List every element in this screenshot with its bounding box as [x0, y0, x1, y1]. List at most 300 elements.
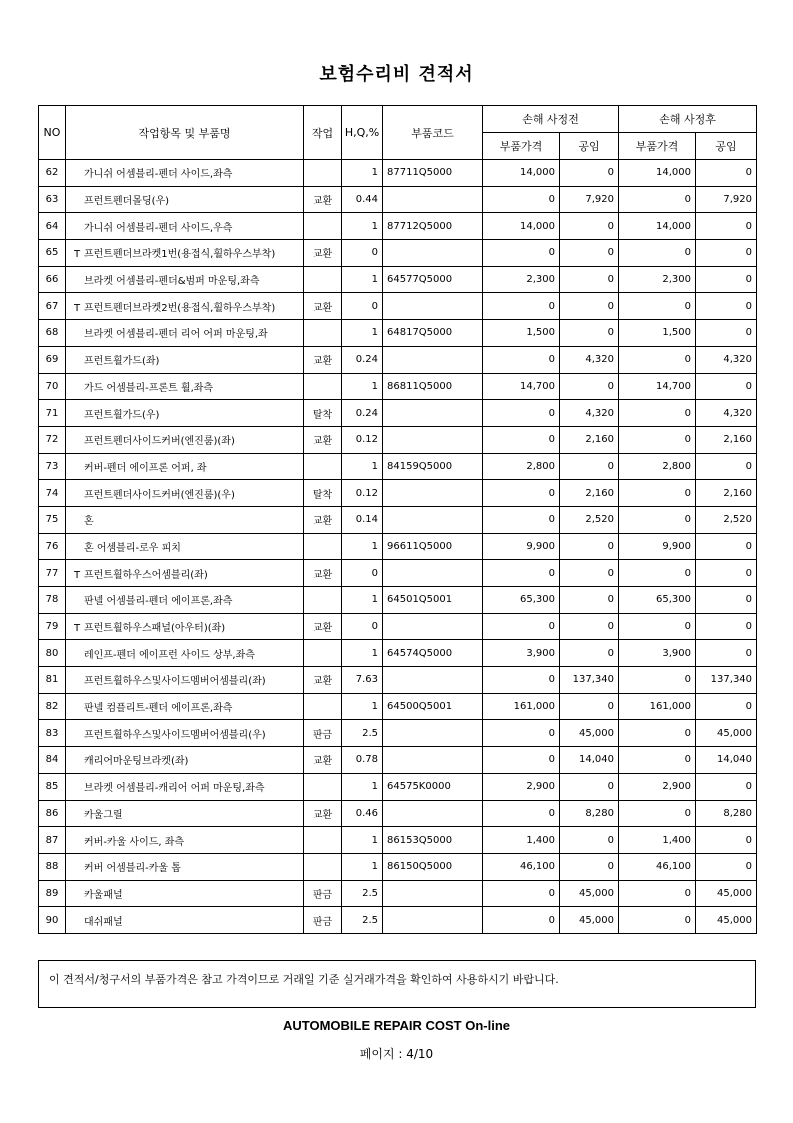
row-hq: 0.24: [342, 400, 383, 427]
row-after-labor: 0: [696, 587, 757, 614]
row-after-price: 2,300: [619, 266, 696, 293]
table-row: [39, 186, 757, 213]
row-item-name: 레인프-펜더 에이프런 사이드 상부,좌측: [84, 649, 255, 661]
row-item-name: 판넬 어셈블리-펜더 에이프론,좌측: [84, 596, 233, 608]
row-after-price: 0: [619, 480, 696, 507]
row-item-name: 프런트휠하우스패널(아우터)(좌): [84, 623, 226, 635]
row-before-price: 161,000: [483, 693, 560, 720]
row-before-labor: 2,160: [560, 480, 619, 507]
row-work: [304, 853, 342, 880]
table-row: [39, 453, 757, 480]
row-before-price: 14,000: [483, 160, 560, 187]
row-no: 87: [39, 827, 66, 854]
row-before-price: 65,300: [483, 587, 560, 614]
row-code: [383, 426, 483, 453]
row-hq: 2.5: [342, 880, 383, 907]
row-code: [383, 800, 483, 827]
row-no: 83: [39, 720, 66, 747]
row-before-labor: 0: [560, 320, 619, 347]
row-before-labor: 137,340: [560, 667, 619, 694]
row-item-name: 판넬 컴플리트-펜더 에이프론,좌측: [84, 703, 233, 715]
row-hq: 0.44: [342, 186, 383, 213]
row-no: 84: [39, 747, 66, 774]
row-before-labor: 45,000: [560, 720, 619, 747]
row-no: 90: [39, 907, 66, 934]
row-before-price: 0: [483, 346, 560, 373]
row-code: [383, 186, 483, 213]
table-row: [39, 373, 757, 400]
row-code: [383, 293, 483, 320]
header-after-labor: 공임: [696, 133, 757, 160]
row-item: [66, 266, 304, 293]
row-after-price: 1,400: [619, 827, 696, 854]
row-no: 63: [39, 186, 66, 213]
row-item: [66, 426, 304, 453]
row-after-price: 0: [619, 293, 696, 320]
row-after-price: 2,800: [619, 453, 696, 480]
row-hq: 1: [342, 533, 383, 560]
row-before-price: 0: [483, 186, 560, 213]
row-no: 88: [39, 853, 66, 880]
row-item: [66, 453, 304, 480]
row-after-labor: 45,000: [696, 880, 757, 907]
row-after-price: 0: [619, 506, 696, 533]
row-work: 교환: [304, 346, 342, 373]
row-item: [66, 747, 304, 774]
row-after-labor: 0: [696, 453, 757, 480]
row-item-name: 프런트휠하우스및사이드멤버어셈블리(우): [84, 729, 266, 741]
row-item-name: 카울그릴: [84, 809, 123, 821]
table-row: [39, 720, 757, 747]
row-hq: 1: [342, 587, 383, 614]
row-hq: 0: [342, 293, 383, 320]
row-after-labor: 45,000: [696, 907, 757, 934]
row-code: [383, 667, 483, 694]
row-work: 교환: [304, 747, 342, 774]
row-item: [66, 827, 304, 854]
row-hq: 0: [342, 560, 383, 587]
row-after-labor: 0: [696, 320, 757, 347]
row-after-labor: 0: [696, 827, 757, 854]
row-hq: 0: [342, 240, 383, 267]
row-item: [66, 240, 304, 267]
table-body: [39, 160, 757, 934]
row-before-labor: 7,920: [560, 186, 619, 213]
row-hq: 1: [342, 160, 383, 187]
row-work: [304, 827, 342, 854]
row-hq: 0.78: [342, 747, 383, 774]
table-row: [39, 240, 757, 267]
row-after-price: 0: [619, 426, 696, 453]
row-hq: 0: [342, 613, 383, 640]
row-item: [66, 667, 304, 694]
row-after-price: 0: [619, 400, 696, 427]
row-after-labor: 14,040: [696, 747, 757, 774]
footer-brand: AUTOMOBILE REPAIR COST On-line: [282, 1018, 511, 1033]
table-row: [39, 880, 757, 907]
row-no: 75: [39, 506, 66, 533]
row-work: 교환: [304, 800, 342, 827]
table-row: [39, 560, 757, 587]
header-before-price: 부품가격: [483, 133, 560, 160]
row-code: 86811Q5000: [383, 373, 483, 400]
row-item: [66, 880, 304, 907]
header-code: 부품코드: [383, 106, 483, 160]
row-before-labor: 4,320: [560, 400, 619, 427]
row-work: 교환: [304, 667, 342, 694]
row-before-price: 14,000: [483, 213, 560, 240]
row-code: 86150Q5000: [383, 853, 483, 880]
row-no: 62: [39, 160, 66, 187]
row-work: 판금: [304, 720, 342, 747]
row-item: [66, 773, 304, 800]
row-after-labor: 0: [696, 373, 757, 400]
row-after-price: 14,000: [619, 213, 696, 240]
table-row: [39, 426, 757, 453]
row-mark: T: [73, 569, 81, 581]
table-row: [39, 907, 757, 934]
row-before-price: 14,700: [483, 373, 560, 400]
table-row: [39, 213, 757, 240]
row-item: [66, 160, 304, 187]
row-before-price: 0: [483, 720, 560, 747]
row-work: [304, 693, 342, 720]
row-work: 교환: [304, 240, 342, 267]
row-after-labor: 2,160: [696, 480, 757, 507]
row-after-labor: 0: [696, 213, 757, 240]
row-item-name: 커버-카울 사이드, 좌측: [84, 836, 185, 848]
row-item: [66, 293, 304, 320]
table-row: [39, 587, 757, 614]
row-item-name: 가드 어셈블리-프론트 휠,좌측: [84, 382, 214, 394]
row-before-labor: 0: [560, 213, 619, 240]
row-no: 86: [39, 800, 66, 827]
row-before-labor: 4,320: [560, 346, 619, 373]
row-after-labor: 0: [696, 640, 757, 667]
row-work: [304, 453, 342, 480]
table-row: [39, 480, 757, 507]
row-before-labor: 0: [560, 560, 619, 587]
row-item: [66, 560, 304, 587]
row-item: [66, 533, 304, 560]
row-work: 교환: [304, 426, 342, 453]
estimate-table: [38, 105, 757, 934]
table-row: [39, 827, 757, 854]
page-number: 페이지 : 4/10: [359, 1047, 434, 1061]
table-row: [39, 320, 757, 347]
row-after-labor: 137,340: [696, 667, 757, 694]
row-before-price: 0: [483, 907, 560, 934]
row-item-name: 가니쉬 어셈블리-펜더 사이드,좌측: [84, 169, 233, 181]
notice-text: 이 견적서/청구서의 부품가격은 참고 가격이므로 거래일 기준 실거래가격을 확인하여 사용하시기 바랍니다.: [49, 973, 559, 986]
row-no: 81: [39, 667, 66, 694]
row-no: 85: [39, 773, 66, 800]
row-code: [383, 560, 483, 587]
header-no: NO: [39, 106, 66, 160]
row-before-price: 3,900: [483, 640, 560, 667]
table-row: [39, 533, 757, 560]
row-code: [383, 346, 483, 373]
row-before-price: 0: [483, 747, 560, 774]
row-item-name: 캐리어마운팅브라켓(좌): [84, 756, 189, 768]
row-hq: 0.46: [342, 800, 383, 827]
row-work: [304, 213, 342, 240]
row-item-name: 혼: [84, 516, 94, 528]
row-item-name: 프런트펜더브라켓1번(용접식,휠하우스부착): [84, 249, 276, 261]
row-before-price: 2,800: [483, 453, 560, 480]
row-code: 64574Q5000: [383, 640, 483, 667]
table-row: [39, 747, 757, 774]
row-work: [304, 640, 342, 667]
row-code: 64575K0000: [383, 773, 483, 800]
header-work: 작업: [304, 106, 342, 160]
row-before-price: 2,900: [483, 773, 560, 800]
row-work: 판금: [304, 907, 342, 934]
row-before-labor: 2,160: [560, 426, 619, 453]
row-item: [66, 320, 304, 347]
row-code: 64501Q5001: [383, 587, 483, 614]
row-before-price: 0: [483, 426, 560, 453]
row-before-labor: 0: [560, 827, 619, 854]
table-row: [39, 266, 757, 293]
row-item-name: 프런트펜더사이드커버(엔진룸)(좌): [84, 436, 235, 448]
row-before-price: 0: [483, 800, 560, 827]
row-work: [304, 320, 342, 347]
row-before-labor: 0: [560, 293, 619, 320]
row-hq: 2.5: [342, 720, 383, 747]
row-after-labor: 7,920: [696, 186, 757, 213]
row-no: 78: [39, 587, 66, 614]
row-before-labor: 8,280: [560, 800, 619, 827]
row-no: 64: [39, 213, 66, 240]
page-title: 보험수리비 견적서: [319, 64, 474, 85]
row-item: [66, 346, 304, 373]
row-item: [66, 613, 304, 640]
row-before-labor: 0: [560, 453, 619, 480]
row-code: [383, 747, 483, 774]
row-work: [304, 587, 342, 614]
row-item: [66, 400, 304, 427]
row-after-price: 0: [619, 186, 696, 213]
row-hq: 7.63: [342, 667, 383, 694]
row-after-labor: 8,280: [696, 800, 757, 827]
row-item-name: 프런트펜더몰딩(우): [84, 196, 170, 208]
row-mark: T: [73, 623, 81, 635]
row-after-price: 14,700: [619, 373, 696, 400]
row-code: 87712Q5000: [383, 213, 483, 240]
table-row: [39, 613, 757, 640]
row-code: [383, 240, 483, 267]
header-before-labor: 공임: [560, 133, 619, 160]
row-work: [304, 773, 342, 800]
row-before-price: 0: [483, 400, 560, 427]
table-row: [39, 293, 757, 320]
row-no: 74: [39, 480, 66, 507]
row-item: [66, 853, 304, 880]
row-hq: 0.12: [342, 426, 383, 453]
row-mark: T: [73, 302, 81, 314]
row-item: [66, 720, 304, 747]
row-before-price: 0: [483, 667, 560, 694]
row-after-price: 1,500: [619, 320, 696, 347]
row-after-price: 2,900: [619, 773, 696, 800]
row-before-labor: 45,000: [560, 907, 619, 934]
row-before-price: 46,100: [483, 853, 560, 880]
row-code: [383, 613, 483, 640]
row-after-price: 0: [619, 346, 696, 373]
row-after-price: 9,900: [619, 533, 696, 560]
row-no: 82: [39, 693, 66, 720]
row-hq: 1: [342, 827, 383, 854]
row-before-price: 1,500: [483, 320, 560, 347]
row-before-labor: 0: [560, 773, 619, 800]
row-before-labor: 0: [560, 266, 619, 293]
row-after-labor: 4,320: [696, 400, 757, 427]
row-after-price: 0: [619, 613, 696, 640]
row-code: 64577Q5000: [383, 266, 483, 293]
row-item-name: 대쉬패널: [84, 916, 123, 928]
row-code: [383, 907, 483, 934]
row-code: [383, 480, 483, 507]
table-row: [39, 667, 757, 694]
row-after-labor: 2,520: [696, 506, 757, 533]
row-item-name: 프런트펜더사이드커버(엔진룸)(우): [84, 489, 235, 501]
row-hq: 1: [342, 693, 383, 720]
row-hq: 1: [342, 453, 383, 480]
row-item-name: 가니쉬 어셈블리-펜더 사이드,우측: [84, 222, 233, 234]
row-work: 교환: [304, 560, 342, 587]
row-after-price: 46,100: [619, 853, 696, 880]
row-after-labor: 0: [696, 853, 757, 880]
header-item: 작업항목 및 부품명: [66, 106, 304, 160]
row-no: 72: [39, 426, 66, 453]
row-before-labor: 0: [560, 240, 619, 267]
row-item-name: 혼 어셈블리-로우 피치: [84, 542, 181, 554]
row-after-price: 0: [619, 240, 696, 267]
row-code: 64500Q5001: [383, 693, 483, 720]
row-item-name: 프런트펜더브라켓2번(용접식,휠하우스부착): [84, 302, 276, 314]
row-item: [66, 693, 304, 720]
row-item-name: 브라켓 어셈블리-펜더 리어 어퍼 마운팅,좌: [84, 329, 268, 341]
row-after-price: 3,900: [619, 640, 696, 667]
row-work: [304, 373, 342, 400]
row-before-price: 0: [483, 293, 560, 320]
row-after-price: 0: [619, 747, 696, 774]
row-after-labor: 0: [696, 773, 757, 800]
row-after-labor: 0: [696, 240, 757, 267]
row-hq: 1: [342, 266, 383, 293]
row-work: 탈착: [304, 480, 342, 507]
row-no: 80: [39, 640, 66, 667]
row-before-labor: 0: [560, 373, 619, 400]
row-item-name: 브라켓 어셈블리-펜더&범퍼 마운팅,좌측: [84, 276, 260, 288]
notice-box: [38, 960, 756, 1008]
row-after-labor: 0: [696, 560, 757, 587]
row-no: 79: [39, 613, 66, 640]
row-item-name: 프런트휠가드(우): [84, 409, 160, 421]
row-hq: 1: [342, 640, 383, 667]
row-before-labor: 0: [560, 693, 619, 720]
row-no: 70: [39, 373, 66, 400]
row-after-labor: 2,160: [696, 426, 757, 453]
table-row: [39, 506, 757, 533]
row-no: 89: [39, 880, 66, 907]
row-after-labor: 4,320: [696, 346, 757, 373]
row-code: 84159Q5000: [383, 453, 483, 480]
row-work: [304, 160, 342, 187]
row-hq: 1: [342, 853, 383, 880]
row-no: 73: [39, 453, 66, 480]
row-item-name: 프런트휠하우스어셈블리(좌): [84, 569, 208, 581]
table-row: [39, 346, 757, 373]
row-before-price: 0: [483, 560, 560, 587]
row-after-price: 161,000: [619, 693, 696, 720]
row-item: [66, 506, 304, 533]
table-row: [39, 160, 757, 187]
row-after-price: 0: [619, 720, 696, 747]
row-before-labor: 0: [560, 853, 619, 880]
row-no: 77: [39, 560, 66, 587]
row-before-labor: 0: [560, 160, 619, 187]
row-before-price: 0: [483, 613, 560, 640]
row-no: 71: [39, 400, 66, 427]
row-after-price: 14,000: [619, 160, 696, 187]
table-row: [39, 400, 757, 427]
row-work: 교환: [304, 293, 342, 320]
table-row: [39, 853, 757, 880]
row-code: 87711Q5000: [383, 160, 483, 187]
table-row: [39, 800, 757, 827]
row-work: 교환: [304, 506, 342, 533]
row-no: 76: [39, 533, 66, 560]
row-after-labor: 0: [696, 266, 757, 293]
row-before-labor: 0: [560, 533, 619, 560]
row-item: [66, 480, 304, 507]
row-item: [66, 640, 304, 667]
header-after-price: 부품가격: [619, 133, 696, 160]
row-before-price: 0: [483, 240, 560, 267]
row-hq: 0.24: [342, 346, 383, 373]
row-work: 교환: [304, 613, 342, 640]
row-code: [383, 880, 483, 907]
header-before: 손해 사정전: [483, 106, 619, 133]
row-hq: 0.12: [342, 480, 383, 507]
row-before-labor: 0: [560, 587, 619, 614]
row-before-price: 1,400: [483, 827, 560, 854]
row-item-name: 커버-펜더 에이프론 어퍼, 좌: [84, 462, 207, 474]
row-hq: 1: [342, 320, 383, 347]
header-after: 손해 사정후: [619, 106, 757, 133]
table-row: [39, 693, 757, 720]
row-before-price: 0: [483, 480, 560, 507]
row-item-name: 프런트휠가드(좌): [84, 356, 160, 368]
row-after-labor: 0: [696, 693, 757, 720]
row-hq: 1: [342, 373, 383, 400]
row-after-price: 0: [619, 880, 696, 907]
row-item-name: 커버 어셈블리-카울 톱: [84, 863, 181, 875]
row-after-price: 0: [619, 667, 696, 694]
row-before-price: 0: [483, 506, 560, 533]
row-after-price: 0: [619, 800, 696, 827]
row-item: [66, 213, 304, 240]
row-after-price: 65,300: [619, 587, 696, 614]
row-work: 판금: [304, 880, 342, 907]
row-item: [66, 587, 304, 614]
row-item-name: 브라켓 어셈블리-캐리어 어퍼 마운팅,좌측: [84, 783, 265, 795]
row-before-labor: 0: [560, 613, 619, 640]
row-after-price: 0: [619, 907, 696, 934]
row-code: 96611Q5000: [383, 533, 483, 560]
